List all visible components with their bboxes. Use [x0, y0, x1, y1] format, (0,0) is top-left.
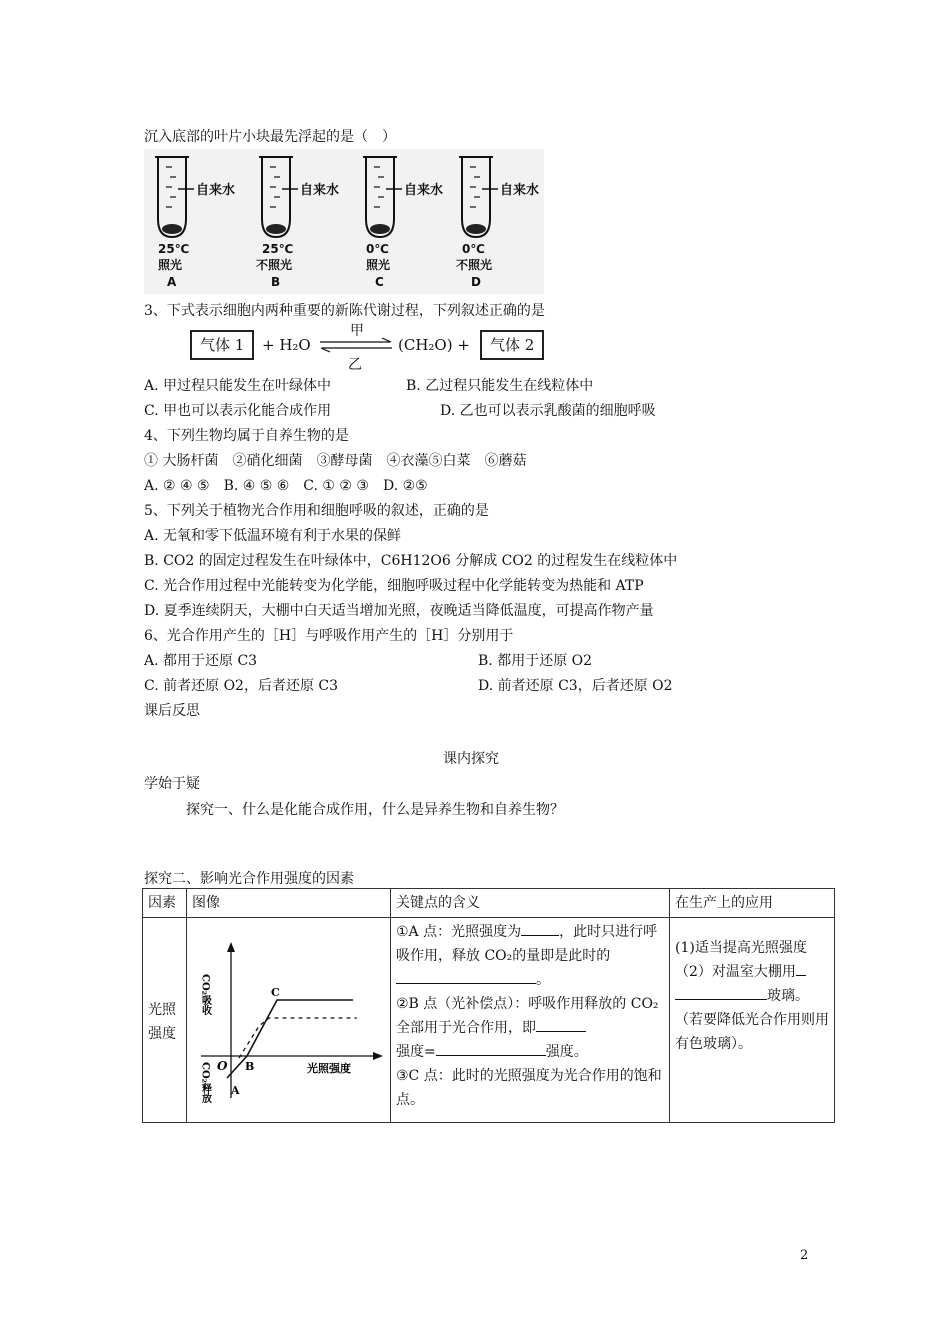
tube-letter: C — [375, 275, 384, 289]
header-graph: 图像 — [187, 889, 391, 918]
tube-liquid-label: 自来水 — [196, 183, 236, 198]
y-down-label: CO₂释放 — [199, 1062, 211, 1104]
tube-light-condition: 不照光 — [456, 258, 493, 272]
header-factor: 因素 — [143, 889, 187, 918]
q3-stem: 3、下式表示细胞内两种重要的新陈代谢过程，下列叙述正确的是 — [144, 303, 545, 319]
meaning-a-text1: ①A 点：光照强度为 — [396, 924, 522, 940]
q6-option-a: A. 都用于还原 C3 — [144, 653, 258, 669]
header-application: 在生产上的应用 — [670, 889, 835, 918]
point-a-label: A — [231, 1084, 240, 1097]
test-tubes-drawing — [144, 149, 544, 294]
h2o-term: + H₂O — [262, 336, 311, 354]
explore-two: 探究二、影响光合作用强度的因素 — [144, 871, 354, 887]
blank-b-2[interactable] — [436, 1041, 546, 1056]
tube-temperature: 0℃ — [462, 242, 485, 256]
origin-label: O — [217, 1059, 228, 1073]
reversible-arrow-icon — [318, 336, 394, 356]
page-number: 2 — [800, 1248, 809, 1263]
tube-letter: A — [167, 275, 177, 289]
q4-stem: 4、下列生物均属于自养生物的是 — [144, 428, 349, 444]
q5-option-c: C. 光合作用过程中光能转变为化学能，细胞呼吸过程中化学能转变为热能和 ATP — [144, 578, 644, 594]
test-tube-2 — [256, 157, 339, 289]
explore-one: 探究一、什么是化能合成作用，什么是异养生物和自养生物？ — [186, 802, 564, 818]
backward-label: 乙 — [348, 357, 362, 373]
tube-temperature: 25℃ — [262, 242, 294, 256]
leaf-piece-icon — [162, 224, 182, 234]
blank-a-1[interactable] — [521, 921, 559, 936]
meaning-a-text3: 。 — [536, 972, 550, 988]
application-3: 玻璃。（若要降低光合作用则用有色玻璃）。 — [675, 988, 829, 1052]
meaning-b-text3: 强度。 — [545, 1044, 588, 1060]
point-c-label: C — [271, 986, 280, 999]
tube-temperature: 0℃ — [366, 242, 389, 256]
application-1: (1)适当提高光照强度 — [675, 940, 807, 956]
leaf-piece-icon — [266, 224, 286, 234]
application-2: （2）对温室大棚用 — [675, 964, 796, 980]
tube-temperature: 25℃ — [158, 242, 190, 256]
table-header-row — [143, 889, 835, 918]
tube-liquid-label: 自来水 — [500, 183, 540, 198]
meaning-a-text2: ，此时只进行呼吸作用，释放 CO₂的量即是此时的 — [396, 924, 658, 964]
x-axis-label: 光照强度 — [307, 1062, 351, 1075]
q6-option-d: D. 前者还原 C3，后者还原 O2 — [478, 678, 673, 694]
blank-b-1[interactable] — [536, 1017, 586, 1032]
tube-light-condition: 照光 — [158, 258, 183, 272]
test-tube-1 — [155, 157, 235, 289]
tube-liquid-label: 自来水 — [300, 183, 340, 198]
tube-light-condition: 不照光 — [256, 258, 293, 272]
test-tube-4 — [456, 157, 539, 289]
reflection-heading: 课后反思 — [144, 703, 200, 719]
x-axis-arrow-icon — [373, 1052, 383, 1060]
gas2-box: 气体 2 — [480, 330, 544, 360]
factor-cell: 光照强度 — [143, 918, 187, 1123]
q3-option-b: B. 乙过程只能发生在线粒体中 — [406, 378, 594, 394]
learn-doubt-heading: 学始于疑 — [144, 776, 200, 792]
test-tube-figure — [144, 149, 544, 294]
application-cell — [670, 918, 835, 1123]
y-up-label: CO₂吸收 — [199, 974, 211, 1016]
point-b-label: B — [245, 1060, 255, 1073]
tube-letter: D — [471, 275, 481, 289]
graph-cell — [187, 918, 391, 1123]
ch2o-term: (CH₂O) + — [398, 336, 470, 354]
q6-option-b: B. 都用于还原 O2 — [478, 653, 593, 669]
q3-option-a: A. 甲过程只能发生在叶绿体中 — [144, 378, 332, 394]
meaning-b-text2: 强度= — [396, 1044, 436, 1060]
q5-option-a: A. 无氧和零下低温环境有利于水果的保鲜 — [144, 528, 402, 544]
meaning-cell — [391, 918, 670, 1123]
gas1-box: 气体 1 — [190, 330, 254, 360]
test-tube-3 — [363, 157, 443, 289]
section-title: 课内探究 — [443, 751, 499, 767]
tube-liquid-label: 自来水 — [404, 183, 444, 198]
q5-stem: 5、下列关于植物光合作用和细胞呼吸的叙述，正确的是 — [144, 503, 489, 519]
table-row-light — [143, 918, 835, 1123]
blank-app-2[interactable] — [675, 985, 767, 1000]
light-curve-graph — [187, 918, 391, 1114]
forward-label: 甲 — [350, 323, 364, 339]
blank-app-1[interactable] — [796, 961, 806, 976]
blank-a-2[interactable] — [396, 969, 536, 984]
q6-option-c: C. 前者还原 O2，后者还原 C3 — [144, 678, 339, 694]
meaning-c-text: ③C 点：此时的光照强度为光合作用的饱和点。 — [396, 1068, 662, 1108]
leaf-piece-icon — [370, 224, 390, 234]
q3-equation — [190, 322, 550, 372]
q6-stem: 6、光合作用产生的［H］与呼吸作用产生的［H］分别用于 — [144, 628, 514, 644]
q5-option-b: B. CO2 的固定过程发生在叶绿体中，C6H12O6 分解成 CO2 的过程发生在线粒体中 — [144, 553, 678, 569]
factor-table — [142, 888, 835, 1123]
q3-option-d: D. 乙也可以表示乳酸菌的细胞呼吸 — [440, 403, 656, 419]
meaning-b-text1: ②B 点（光补偿点）：呼吸作用释放的 CO₂全部用于光合作用，即 — [396, 996, 659, 1036]
y-axis-arrow-icon — [227, 942, 235, 952]
tube-light-condition: 照光 — [366, 258, 391, 272]
q2-stem: 沉入底部的叶片小块最先浮起的是（ ） — [144, 129, 396, 145]
leaf-piece-icon — [466, 224, 486, 234]
q3-option-c: C. 甲也可以表示化能合成作用 — [144, 403, 332, 419]
q4-options: A. ② ④ ⑤ B. ④ ⑤ ⑥ C. ① ② ③ D. ②⑤ — [144, 478, 428, 494]
q4-items: ① 大肠杆菌 ②硝化细菌 ③酵母菌 ④衣藻⑤白菜 ⑥蘑菇 — [144, 453, 527, 469]
header-meaning: 关键点的含义 — [391, 889, 670, 918]
tube-letter: B — [271, 275, 281, 289]
q5-option-d: D. 夏季连续阴天，大棚中白天适当增加光照，夜晚适当降低温度，可提高作物产量 — [144, 603, 654, 619]
